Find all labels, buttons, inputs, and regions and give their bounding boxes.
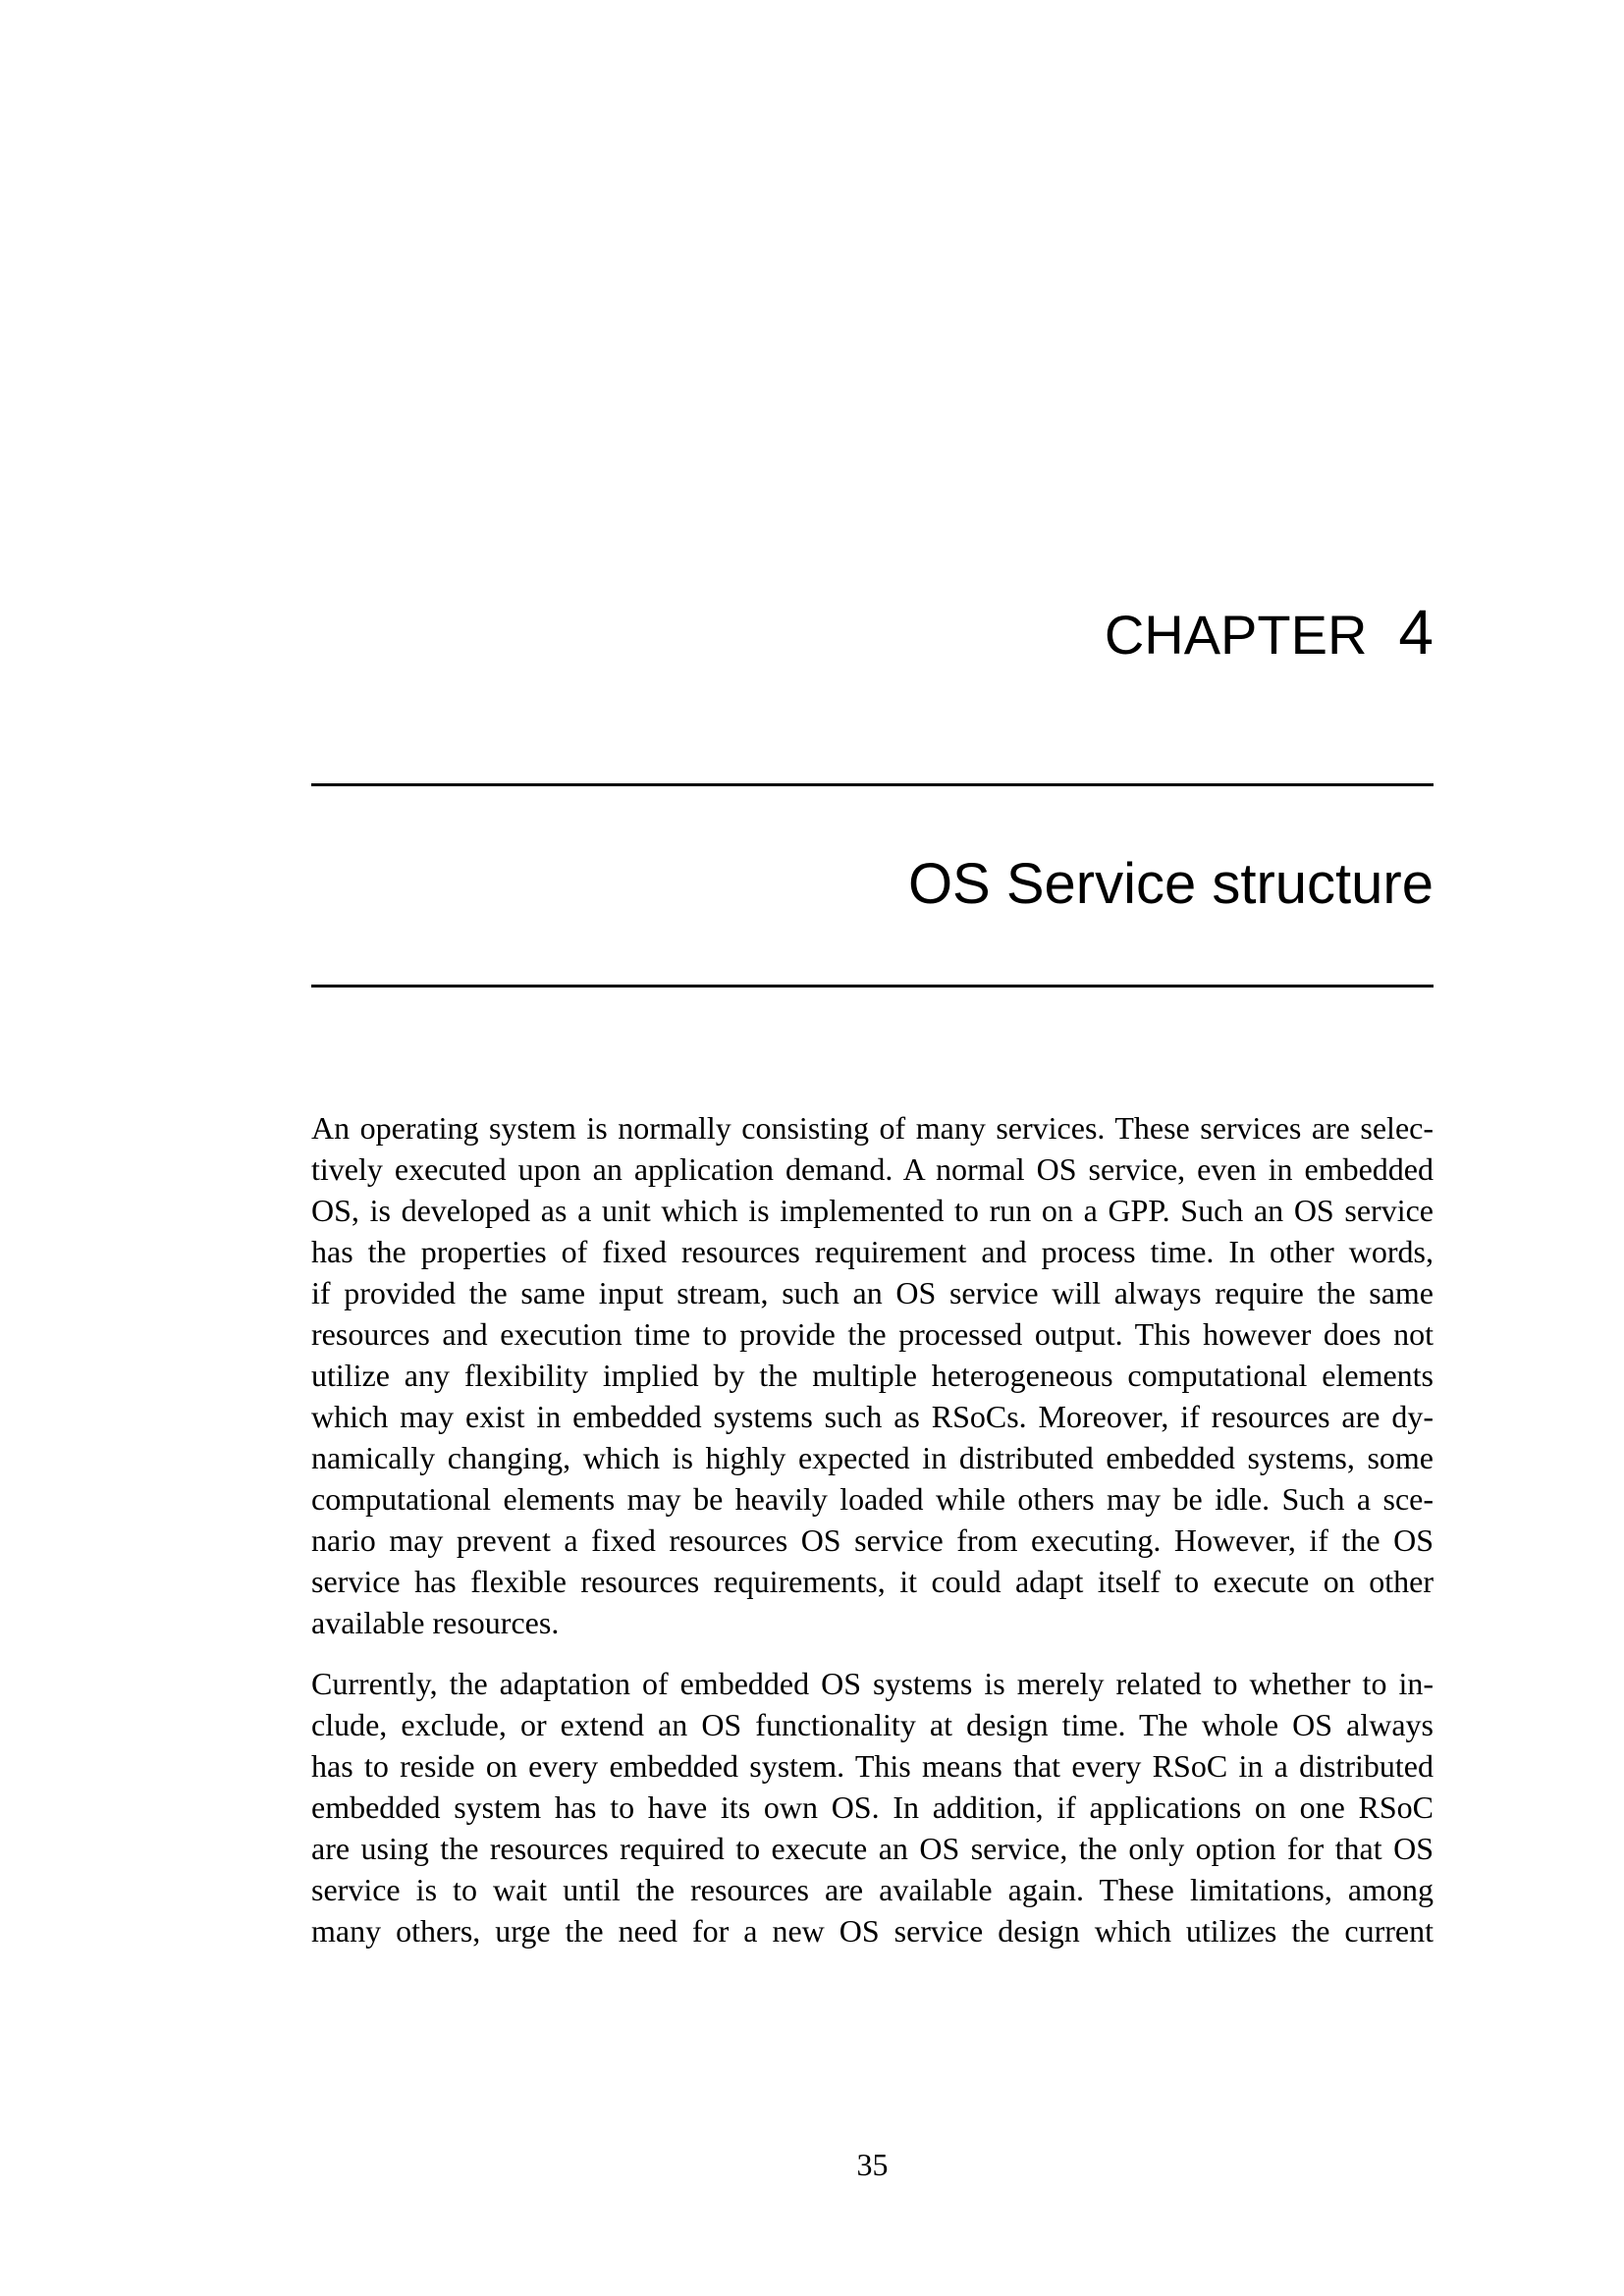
body-line: nario may prevent a fixed resources OS service from executing. However, if the OS xyxy=(311,1522,1434,1558)
body-line: if provided the same input stream, such an OS service will always require the same xyxy=(311,1275,1434,1310)
body-paragraph xyxy=(311,1663,1434,1951)
body-line: computational elements may be heavily loaded while others may be idle. Such a sce- xyxy=(311,1481,1434,1517)
page-number: 35 xyxy=(856,2147,889,2182)
chapter-number: 4 xyxy=(1398,597,1434,667)
body-line: An operating system is normally consisting of many services. These services are selec- xyxy=(311,1110,1434,1146)
chapter-header xyxy=(311,597,1434,667)
body-line: resources and execution time to provide the processed output. This however does not xyxy=(311,1316,1434,1352)
body-line: namically changing, which is highly expected in distributed embedded systems, some xyxy=(311,1440,1434,1475)
page-footer xyxy=(311,2144,1434,2185)
body-line: available resources. xyxy=(311,1605,560,1640)
body-line: OS, is developed as a unit which is implemented to run on a GPP. Such an OS service xyxy=(311,1193,1434,1228)
body-text xyxy=(311,1107,1434,1971)
bottom-rule xyxy=(311,985,1434,988)
body-line: many others, urge the need for a new OS service design which utilizes the current xyxy=(311,1913,1434,1949)
body-paragraph xyxy=(311,1107,1434,1643)
body-line: which may exist in embedded systems such as RSoCs. Moreover, if resources are dy- xyxy=(311,1399,1434,1434)
body-line: has the properties of fixed resources requirement and process time. In other words, xyxy=(311,1234,1434,1269)
body-line: service has flexible resources requirements, it could adapt itself to execute on other xyxy=(311,1564,1434,1599)
body-line: service is to wait until the resources are available again. These limitations, among xyxy=(311,1872,1434,1907)
body-line: embedded system has to have its own OS. In addition, if applications on one RSoC xyxy=(311,1789,1434,1825)
body-line: tively executed upon an application demand. A normal OS service, even in embedded xyxy=(311,1151,1434,1187)
body-line: Currently, the adaptation of embedded OS systems is merely related to whether to in- xyxy=(311,1666,1434,1701)
body-line: has to reside on every embedded system. This means that every RSoC in a distributed xyxy=(311,1748,1434,1784)
body-line: are using the resources required to execute an OS service, the only option for that OS xyxy=(311,1831,1434,1866)
chapter-title: OS Service structure xyxy=(907,852,1434,916)
body-line: clude, exclude, or extend an OS functionality at design time. The whole OS always xyxy=(311,1707,1434,1742)
body-line: utilize any flexibility implied by the multiple heterogeneous computational elements xyxy=(311,1358,1434,1393)
top-rule xyxy=(311,783,1434,786)
chapter-label: CHAPTER xyxy=(1104,604,1368,666)
